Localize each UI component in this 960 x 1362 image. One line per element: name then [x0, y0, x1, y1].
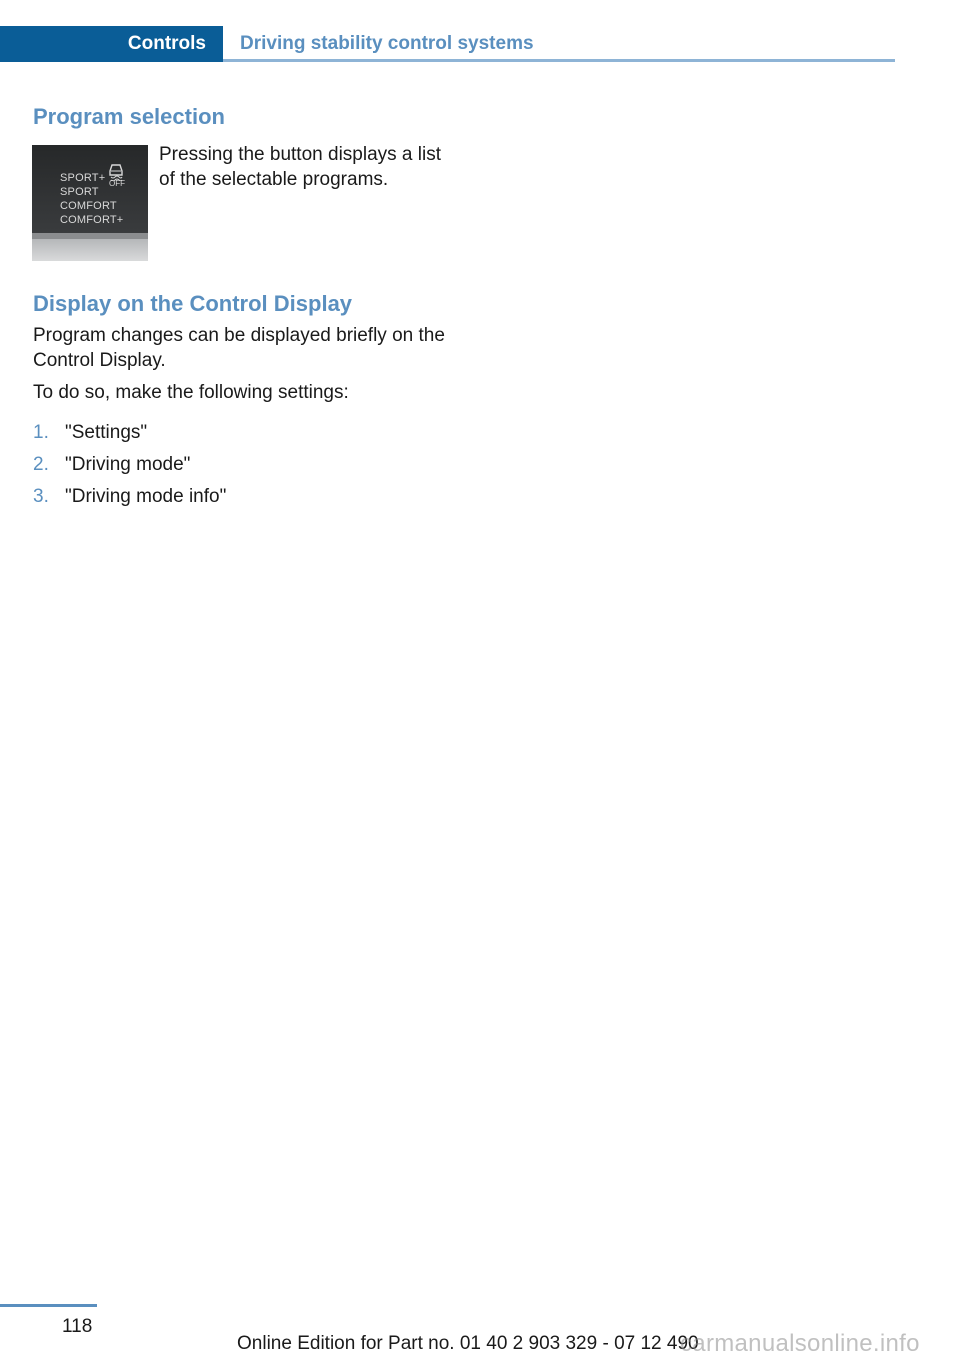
- mode-label: SPORT+: [60, 172, 106, 184]
- program-selection-text: Pressing the button displays a list of the selectable programs.: [159, 144, 441, 190]
- mode-label: COMFORT+: [60, 214, 124, 226]
- section-title[interactable]: Driving stability control systems: [240, 33, 534, 54]
- mode-label: COMFORT: [60, 200, 117, 212]
- control-display-heading: Display on the Control Display: [33, 291, 353, 316]
- settings-steps: [33, 420, 226, 516]
- step-label: "Driving mode info": [65, 486, 227, 507]
- step-label: "Settings": [65, 422, 148, 443]
- step-number: 1.: [33, 422, 49, 443]
- header-divider: [223, 59, 895, 62]
- page-number: 118: [62, 1316, 93, 1337]
- list-item: [33, 452, 226, 484]
- settings-instruction: To do so, make the following settings:: [33, 382, 349, 403]
- step-number: 2.: [33, 454, 49, 475]
- chapter-tab[interactable]: Controls: [0, 26, 223, 62]
- watermark: carmanualsonline.info: [680, 1330, 920, 1357]
- list-item: [33, 420, 226, 452]
- control-display-text: Program changes can be displayed briefly on the Control Display.: [33, 325, 445, 371]
- list-item: [33, 484, 226, 516]
- edition-text: Online Edition for Part no. 01 40 2 903 329 - 07 12 490: [237, 1333, 699, 1354]
- off-label: OFF: [109, 179, 125, 188]
- footer-divider: [0, 1304, 97, 1307]
- step-number: 3.: [33, 486, 49, 507]
- page-header: [0, 26, 895, 62]
- step-label: "Driving mode": [65, 454, 191, 475]
- mode-label: SPORT: [60, 186, 99, 198]
- driving-mode-button-image: [32, 145, 148, 261]
- program-selection-heading: Program selection: [33, 104, 225, 129]
- button-base: [32, 239, 148, 261]
